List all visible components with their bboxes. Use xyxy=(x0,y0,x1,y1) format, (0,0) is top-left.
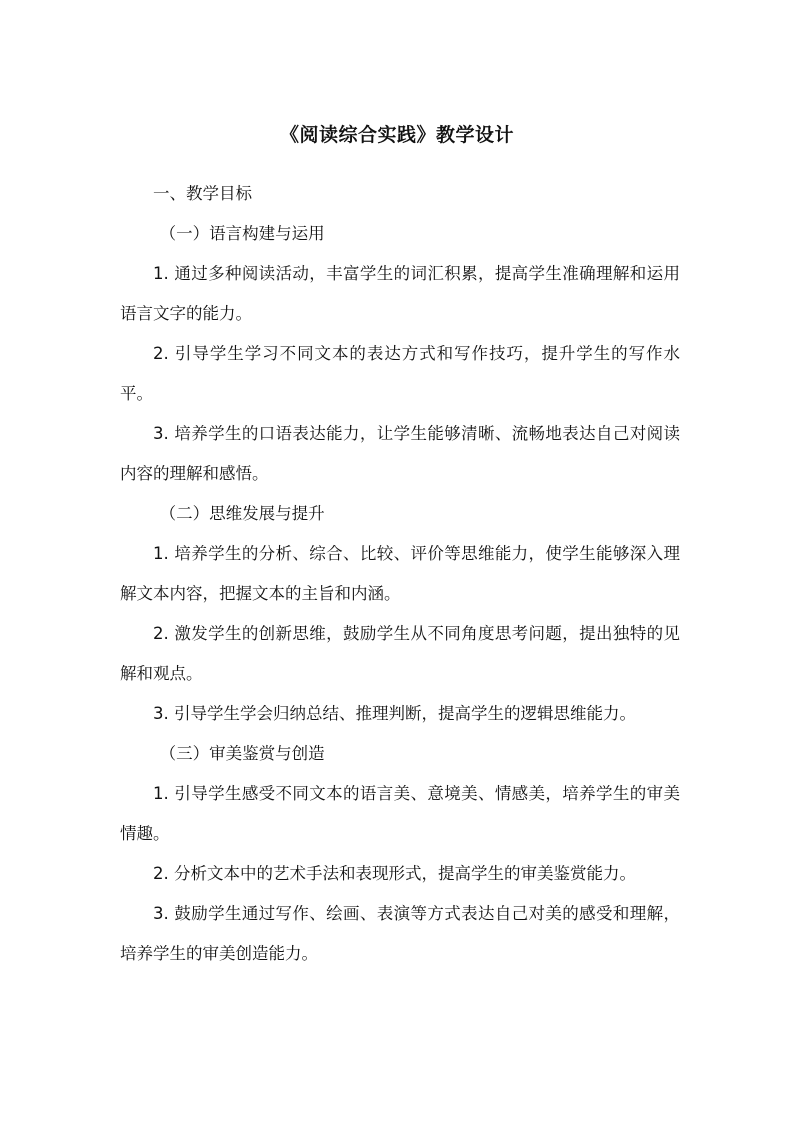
paragraph-item: 2. 引导学生学习不同文本的表达方式和写作技巧，提升学生的写作水平。 xyxy=(120,344,680,403)
paragraph-item: 3. 培养学生的口语表达能力，让学生能够清晰、流畅地表达自己对阅读内容的理解和感悟。 xyxy=(120,424,680,483)
paragraph-item: 1. 通过多种阅读活动，丰富学生的词汇积累，提高学生准确理解和运用语言文字的能力。 xyxy=(120,264,680,323)
section-heading-teaching-objectives: 一、教学目标 xyxy=(153,184,252,203)
paragraph-item: 1. 引导学生感受不同文本的语言美、意境美、情感美，培养学生的审美情趣。 xyxy=(120,784,680,843)
subsection-heading-aesthetics: （三）审美鉴赏与创造 xyxy=(159,744,325,763)
paragraph-item: 1. 培养学生的分析、综合、比较、评价等思维能力，使学生能够深入理解文本内容，把握文本的主旨和内涵。 xyxy=(120,544,680,603)
paragraph-item: 2. 分析文本中的艺术手法和表现形式，提高学生的审美鉴赏能力。 xyxy=(153,864,636,883)
subsection-heading-thinking: （二）思维发展与提升 xyxy=(159,504,325,523)
document-title: 《阅读综合实践》教学设计 xyxy=(279,124,514,146)
subsection-heading-language: （一）语言构建与运用 xyxy=(159,224,325,243)
document-body xyxy=(120,174,680,974)
paragraph-item: 3. 鼓励学生通过写作、绘画、表演等方式表达自己对美的感受和理解，培养学生的审美创造能力。 xyxy=(120,904,680,963)
paragraph-item: 2. 激发学生的创新思维，鼓励学生从不同角度思考问题，提出独特的见解和观点。 xyxy=(120,624,680,683)
paragraph-item: 3. 引导学生学会归纳总结、推理判断，提高学生的逻辑思维能力。 xyxy=(153,704,636,723)
